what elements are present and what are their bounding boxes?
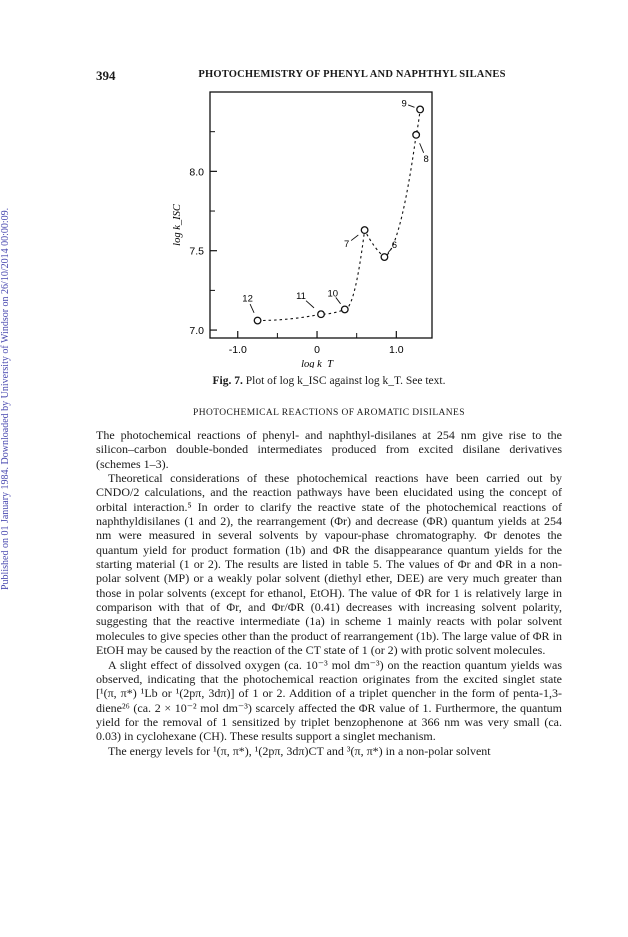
data-point [381, 254, 388, 261]
paragraph-3: A slight effect of dissolved oxygen (ca. 10⁻³ mol dm⁻³) on the reaction quantum yields was observed, indicating that the photochemical reaction originates from the excited singlet state [¹(π, π*) ¹Lb or ¹(2pπ, 3dπ)] of 1 or 2. Addition of a triplet quencher in the form of penta-1,3-diene²⁶ (ca. 2 × 10⁻² mol dm⁻³) scarcely affected the ΦR value of 1. Furthermore, the quantum yield for the removal of 1 sensitized by triplet benzophenone at 366 nm was very small (ca. 0.03) in cyclohexane (CH). These results support a singlet mechanism. [96, 657, 562, 744]
dashed-curve [258, 109, 421, 320]
data-points [242, 98, 429, 323]
data-point [417, 106, 424, 113]
x-tick-label: 1.0 [389, 344, 404, 356]
figure-caption [96, 375, 562, 387]
point-label: 8 [423, 153, 429, 165]
figure-label: Fig. 7. [212, 375, 243, 387]
x-tick-label: -1.0 [228, 344, 247, 356]
point-label: 11 [296, 291, 306, 303]
y-tick-label: 8.0 [189, 166, 204, 179]
data-point [318, 311, 325, 318]
data-point [254, 317, 261, 324]
paragraph-1: The photochemical reactions of phenyl- and naphthyl-disilanes at 254 nm give rise to the silicon–carbon double-bonded intermediates produced from excited disilane derivatives (schemes 1–3). [96, 428, 562, 471]
body-text [96, 428, 562, 758]
running-title: PHOTOCHEMISTRY OF PHENYL AND NAPHTHYL SILANES [198, 69, 506, 80]
point-leader [306, 301, 314, 308]
trend-curve [258, 109, 421, 320]
data-point [413, 132, 420, 139]
point-label: 7 [343, 239, 350, 251]
point-leader [408, 105, 414, 107]
paragraph-4: The energy levels for ¹(π, π*), ¹(2pπ, 3dπ)CT and ³(π, π*) in a non-polar solvent [108, 743, 491, 758]
figure-caption-text: Plot of log k_ISC against log k_T. See text. [245, 375, 446, 387]
point-leader [250, 304, 254, 313]
plot-axes [172, 92, 432, 368]
x-axis-label: log k_T [301, 359, 333, 368]
data-point [361, 227, 368, 234]
paragraph-2: Theoretical considerations of these photochemical reactions have been carried out by CNDO/2 calculations, and the reaction pathways have been elucidated using the concept of orbital interaction.⁵ In order to clarify the reactive state of the photochemical reactions of naphthyldisilanes (1 and 2), the rearrangement (Φr) and decrease (ΦR) quantum yields at 254 nm were measured in several solvents by vapour-phase chromatography. Φr denotes the quantum yield for product formation (1b) and ΦR the disappearance quantum yields for the starting material (1 or 2). The results are listed in table 5. The values of Φr and ΦR in a non-polar solvent (MP) or a weakly polar solvent (diethyl ether, DEE) are very much greater than those in polar solvents (except for ethanol, EtOH). The value of ΦR for 1 is relatively large in comparison with that of Φr, and Φr/ΦR (0.41) decreases with increasing solvent polarity, suggesting that the reactive intermediate (1a) in scheme 1 mainly reacts with polar solvent molecules to give species other than the product of rearrangement (1b). The large value of ΦR in EtOH may be caused by the reaction of the CT state of 1 (or 2) with protic solvent molecules. [96, 471, 562, 658]
y-tick-label: 7.0 [189, 325, 204, 338]
point-leader [420, 143, 424, 153]
point-label: 10 [327, 288, 339, 300]
section-heading: PHOTOCHEMICAL REACTIONS OF AROMATIC DISILANES [193, 408, 465, 418]
x-tick-label: 0 [314, 344, 320, 356]
data-point [341, 306, 348, 313]
point-label: 12 [242, 293, 253, 305]
point-label: 9 [401, 98, 407, 110]
point-label: 6 [391, 240, 398, 252]
y-axis-label: log k_ISC [172, 204, 183, 246]
point-leader [351, 235, 358, 241]
figure-7-plot [170, 86, 440, 368]
download-notice: Published on 01 January 1984. Downloaded by University of Windsor on 26/10/2014 00:00:09. [0, 207, 11, 590]
y-tick-label: 7.5 [189, 245, 204, 258]
page-number: 394 [96, 68, 116, 83]
